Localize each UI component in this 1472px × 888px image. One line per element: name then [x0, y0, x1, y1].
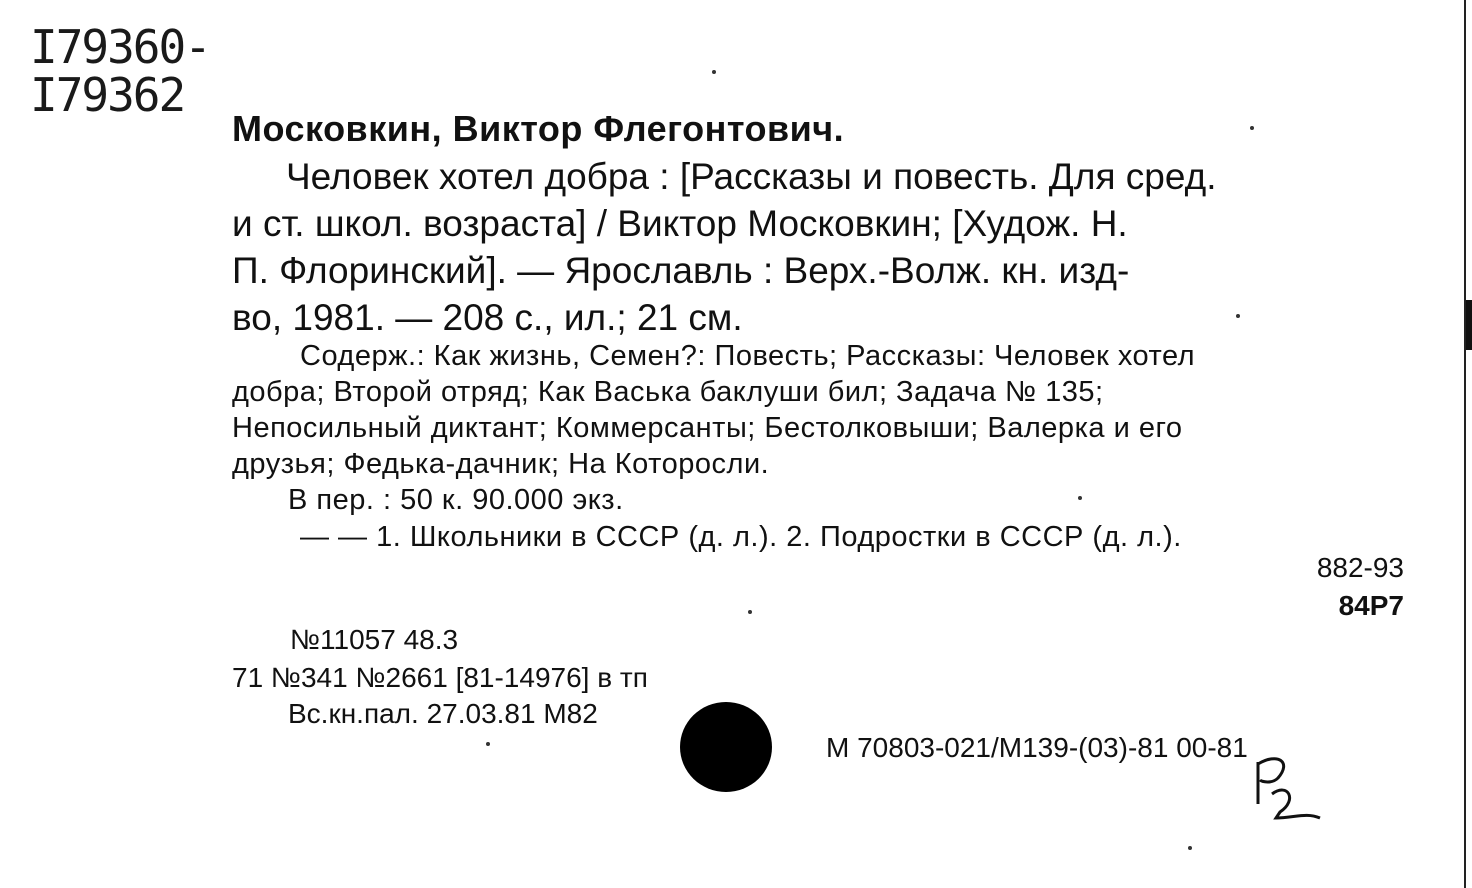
card-edge	[1464, 0, 1466, 888]
speck	[712, 70, 716, 74]
handwritten-mark	[1248, 752, 1338, 832]
price-line: В пер. : 50 к. 90.000 экз.	[288, 484, 624, 516]
speck	[1236, 314, 1240, 318]
contents-line-4: друзья; Федька-дачник; На Которосли.	[232, 448, 770, 480]
title-line-1: Человек хотел добра : [Рассказы и повесть. Для сред.	[286, 156, 1217, 197]
card-edge-mark	[1466, 300, 1472, 350]
speck	[1188, 846, 1192, 850]
speck	[1250, 126, 1254, 130]
code-882-93: 882-93	[1316, 552, 1404, 583]
handwritten-number-1: I79360-	[30, 20, 210, 74]
line-71: 71 №341 №2661 [81-14976] в тп	[232, 662, 648, 693]
m-code-line: М 70803-021/М139-(03)-81 00-81	[826, 732, 1248, 763]
subject-headings: — — 1. Школьники в СССР (д. л.). 2. Подростки в СССР (д. л.).	[300, 521, 1182, 553]
number-line: №11057 48.3	[290, 624, 459, 655]
title-line-2: и ст. школ. возраста] / Виктор Московкин; [Худож. Н.	[232, 203, 1128, 244]
author-heading: Московкин, Виктор Флегонтович.	[232, 108, 845, 149]
contents-line-1: Содерж.: Как жизнь, Семен?: Повесть; Рассказы: Человек хотел	[300, 340, 1196, 372]
title-line-3: П. Флоринский]. — Ярославль : Верх.-Волж. кн. изд-	[232, 250, 1130, 291]
speck	[486, 742, 490, 746]
speck	[748, 610, 752, 614]
contents-line-2: добра; Второй отряд; Как Васька баклуши бил; Задача № 135;	[232, 376, 1104, 408]
handwritten-number-2: I79362	[30, 68, 185, 122]
punch-hole	[680, 702, 772, 792]
contents-line-3: Непосильный диктант; Коммерсанты; Бестолковыши; Валерка и его	[232, 412, 1183, 444]
title-line-4: во, 1981. — 208 с., ил.; 21 см.	[232, 297, 743, 338]
vskn-line: Вс.кн.пал. 27.03.81 М82	[288, 698, 598, 729]
speck	[1078, 496, 1082, 500]
code-84r7: 84Р7	[1338, 590, 1404, 621]
